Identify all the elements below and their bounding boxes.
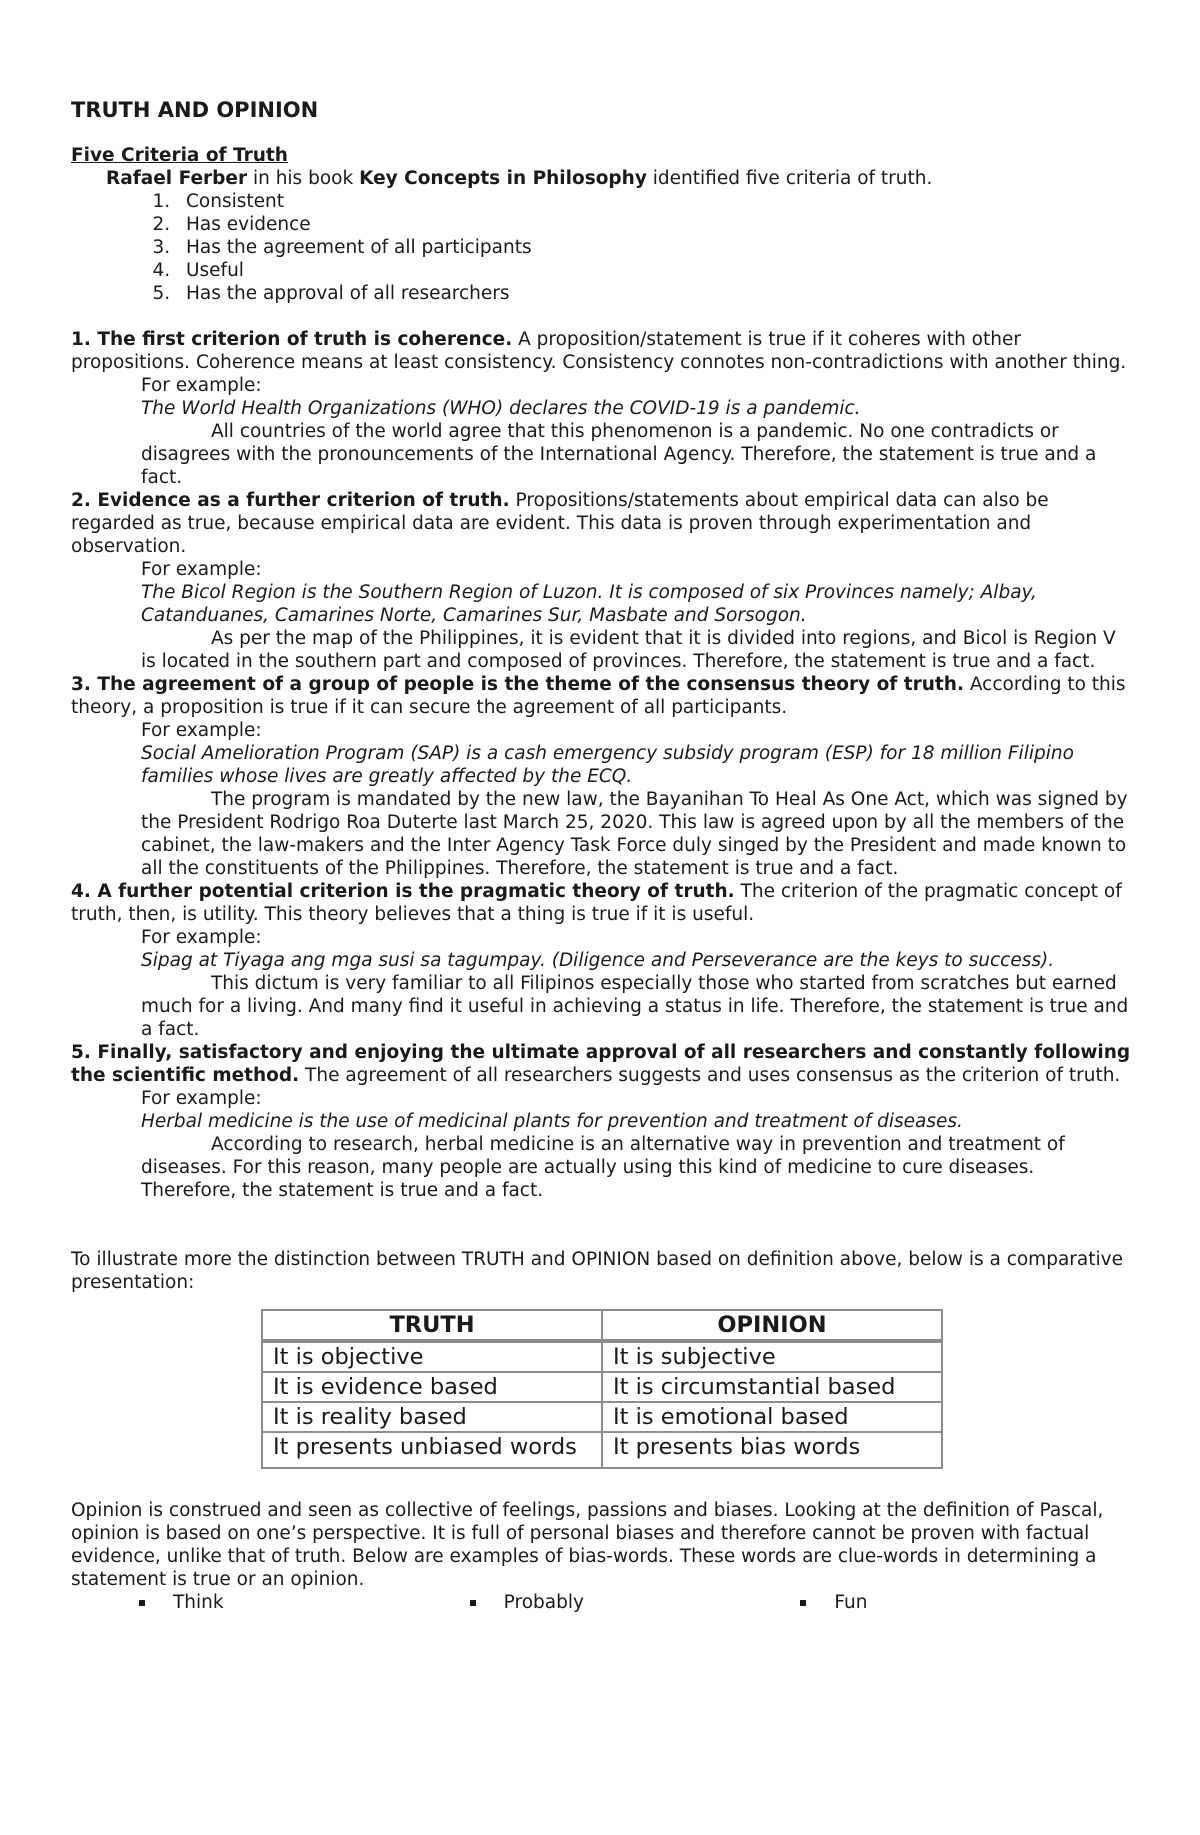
- criteria-list-item: 5. Has the approval of all researchers: [176, 282, 1133, 305]
- example-text: Herbal medicine is the use of medicinal plants for prevention and treatment of diseases.: [141, 1111, 963, 1132]
- table-cell: It presents bias words: [602, 1432, 942, 1468]
- document-page: [71, 96, 1133, 1614]
- table-row: [262, 1341, 942, 1372]
- example-text: The Bicol Region is the Southern Region of Luzon. It is composed of six Provinces namely; Albay, Catanduanes, Camarines Norte, Camarines Sur, Masbate and Sorsogon.: [141, 582, 1037, 626]
- section-paragraph: [71, 489, 1133, 558]
- comparison-intro: To illustrate more the distinction between TRUTH and OPINION based on definition above, below is a comparative presentation:: [71, 1249, 1123, 1293]
- table-row: [262, 1402, 942, 1432]
- list-item: [472, 1591, 803, 1614]
- example-label: For example:: [141, 1088, 262, 1109]
- section-body: A proposition/statement is true if it coheres with other propositions. Coherence means at least consistency. Consistency connotes non-contradictions with another thing.: [71, 329, 1127, 373]
- book-title: Key Concepts in Philosophy: [359, 168, 647, 189]
- section-4: [71, 880, 1133, 1041]
- spacer: [71, 1202, 1133, 1248]
- column-header-truth: TRUTH: [262, 1310, 602, 1341]
- bullet-icon: [139, 1600, 145, 1606]
- section-lead: 3. The agreement of a group of people is the theme of the consensus theory of truth.: [71, 674, 964, 695]
- example-explanation: As per the map of the Philippines, it is evident that it is divided into regions, and Bicol is Region V is located in the southern part and composed of provinces. Therefore, the statement is true and a fact.: [141, 628, 1116, 672]
- section-lead: 5. Finally, satisfactory and enjoying the ultimate approval of all researchers and constantly following the scientific method.: [71, 1042, 1131, 1086]
- intro-text-a: in his book: [247, 168, 360, 189]
- bullet-icon: [470, 1600, 476, 1606]
- table-header-row: [262, 1310, 942, 1341]
- section-body: The agreement of all researchers suggests and uses consensus as the criterion of truth.: [299, 1065, 1121, 1086]
- example-label: For example:: [141, 927, 262, 948]
- example-explanation: According to research, herbal medicine is an alternative way in prevention and treatment of diseases. For this reason, many people are actually using this kind of medicine to cure diseases. Therefore, the statement is true and a fact.: [141, 1134, 1065, 1201]
- bias-word: Probably: [503, 1592, 584, 1613]
- comparison-table: [261, 1309, 943, 1469]
- example-label: For example:: [141, 559, 262, 580]
- table-row: [262, 1432, 942, 1468]
- list-item: [802, 1591, 1133, 1614]
- section-paragraph: [71, 1041, 1133, 1087]
- bias-word: Fun: [834, 1592, 868, 1613]
- section-3: [71, 673, 1133, 880]
- example-text: Social Amelioration Program (SAP) is a cash emergency subsidy program (ESP) for 18 million Filipino families whose lives are greatly affected by the ECQ.: [141, 743, 1074, 787]
- page-title: TRUTH AND OPINION: [71, 98, 319, 122]
- bullet-icon: [800, 1600, 806, 1606]
- table-cell: It is evidence based: [262, 1372, 602, 1402]
- criteria-list: [71, 190, 1133, 305]
- example-explanation: All countries of the world agree that this phenomenon is a pandemic. No one contradicts or disagrees with the pronouncements of the International Agency. Therefore, the statement is true and a fact.: [141, 421, 1097, 488]
- example-label: For example:: [141, 720, 262, 741]
- section-paragraph: [71, 673, 1133, 719]
- criteria-list-item: 2. Has evidence: [176, 213, 1133, 236]
- section-5: [71, 1041, 1133, 1202]
- example-label: For example:: [141, 375, 262, 396]
- example-explanation: This dictum is very familiar to all Filipinos especially those who started from scratches but earned much for a living. And many find it useful in achieving a status in life. Therefore, the statement is true and a fact.: [141, 973, 1129, 1040]
- criteria-sections: [71, 328, 1133, 1202]
- table-cell: It is emotional based: [602, 1402, 942, 1432]
- table-cell: It is reality based: [262, 1402, 602, 1432]
- section-paragraph: [71, 880, 1133, 926]
- section-2: [71, 489, 1133, 673]
- criteria-list-item: 3. Has the agreement of all participants: [176, 236, 1133, 259]
- table-cell: It presents unbiased words: [262, 1432, 602, 1468]
- bias-word: Think: [173, 1592, 224, 1613]
- table-cell: It is subjective: [602, 1341, 942, 1372]
- section-paragraph: [71, 328, 1133, 374]
- section-lead: 4. A further potential criterion is the pragmatic theory of truth.: [71, 881, 735, 902]
- section-lead: 1. The first criterion of truth is coherence.: [71, 329, 513, 350]
- example-explanation: The program is mandated by the new law, the Bayanihan To Heal As One Act, which was signed by the President Rodrigo Roa Duterte last March 25, 2020. This law is agreed upon by all the members of the cabinet, the law-makers and the Inter Agency Task Force duly singed by the President and made known to all the constituents of the Philippines. Therefore, the statement is true and a fact.: [141, 789, 1128, 879]
- criteria-heading: Five Criteria of Truth: [71, 145, 288, 166]
- table-cell: It is objective: [262, 1341, 602, 1372]
- intro-text-b: identified five criteria of truth.: [646, 168, 933, 189]
- example-text: The World Health Organizations (WHO) declares the COVID-19 is a pandemic.: [141, 398, 861, 419]
- bias-words-list: [71, 1591, 1133, 1614]
- column-header-opinion: OPINION: [602, 1310, 942, 1341]
- intro-paragraph: [71, 167, 1133, 190]
- criteria-list-item: 4. Useful: [176, 259, 1133, 282]
- section-lead: 2. Evidence as a further criterion of truth.: [71, 490, 510, 511]
- section-body: Propositions/statements about empirical data can also be regarded as true, because empirical data are evident. This data is proven through experimentation and observation.: [71, 490, 1049, 557]
- table-row: [262, 1372, 942, 1402]
- section-body: According to this theory, a proposition is true if it can secure the agreement of all participants.: [71, 674, 1126, 718]
- example-text: Sipag at Tiyaga ang mga susi sa tagumpay. (Diligence and Perseverance are the keys to success).: [141, 950, 1055, 971]
- section-1: [71, 328, 1133, 489]
- section-body: The criterion of the pragmatic concept of truth, then, is utility. This theory believes that a thing is true if it is useful.: [71, 881, 1122, 925]
- author-name: Rafael Ferber: [106, 168, 248, 189]
- table-cell: It is circumstantial based: [602, 1372, 942, 1402]
- list-item: [141, 1591, 472, 1614]
- opinion-paragraph: Opinion is construed and seen as collective of feelings, passions and biases. Looking at the definition of Pascal, opinion is based on one’s perspective. It is full of personal biases and therefore cannot be proven with factual evidence, unlike that of truth. Below are examples of bias-words. These words are clue-words in determining a statement is true or an opinion.: [71, 1500, 1104, 1590]
- criteria-list-item: 1. Consistent: [176, 190, 1133, 213]
